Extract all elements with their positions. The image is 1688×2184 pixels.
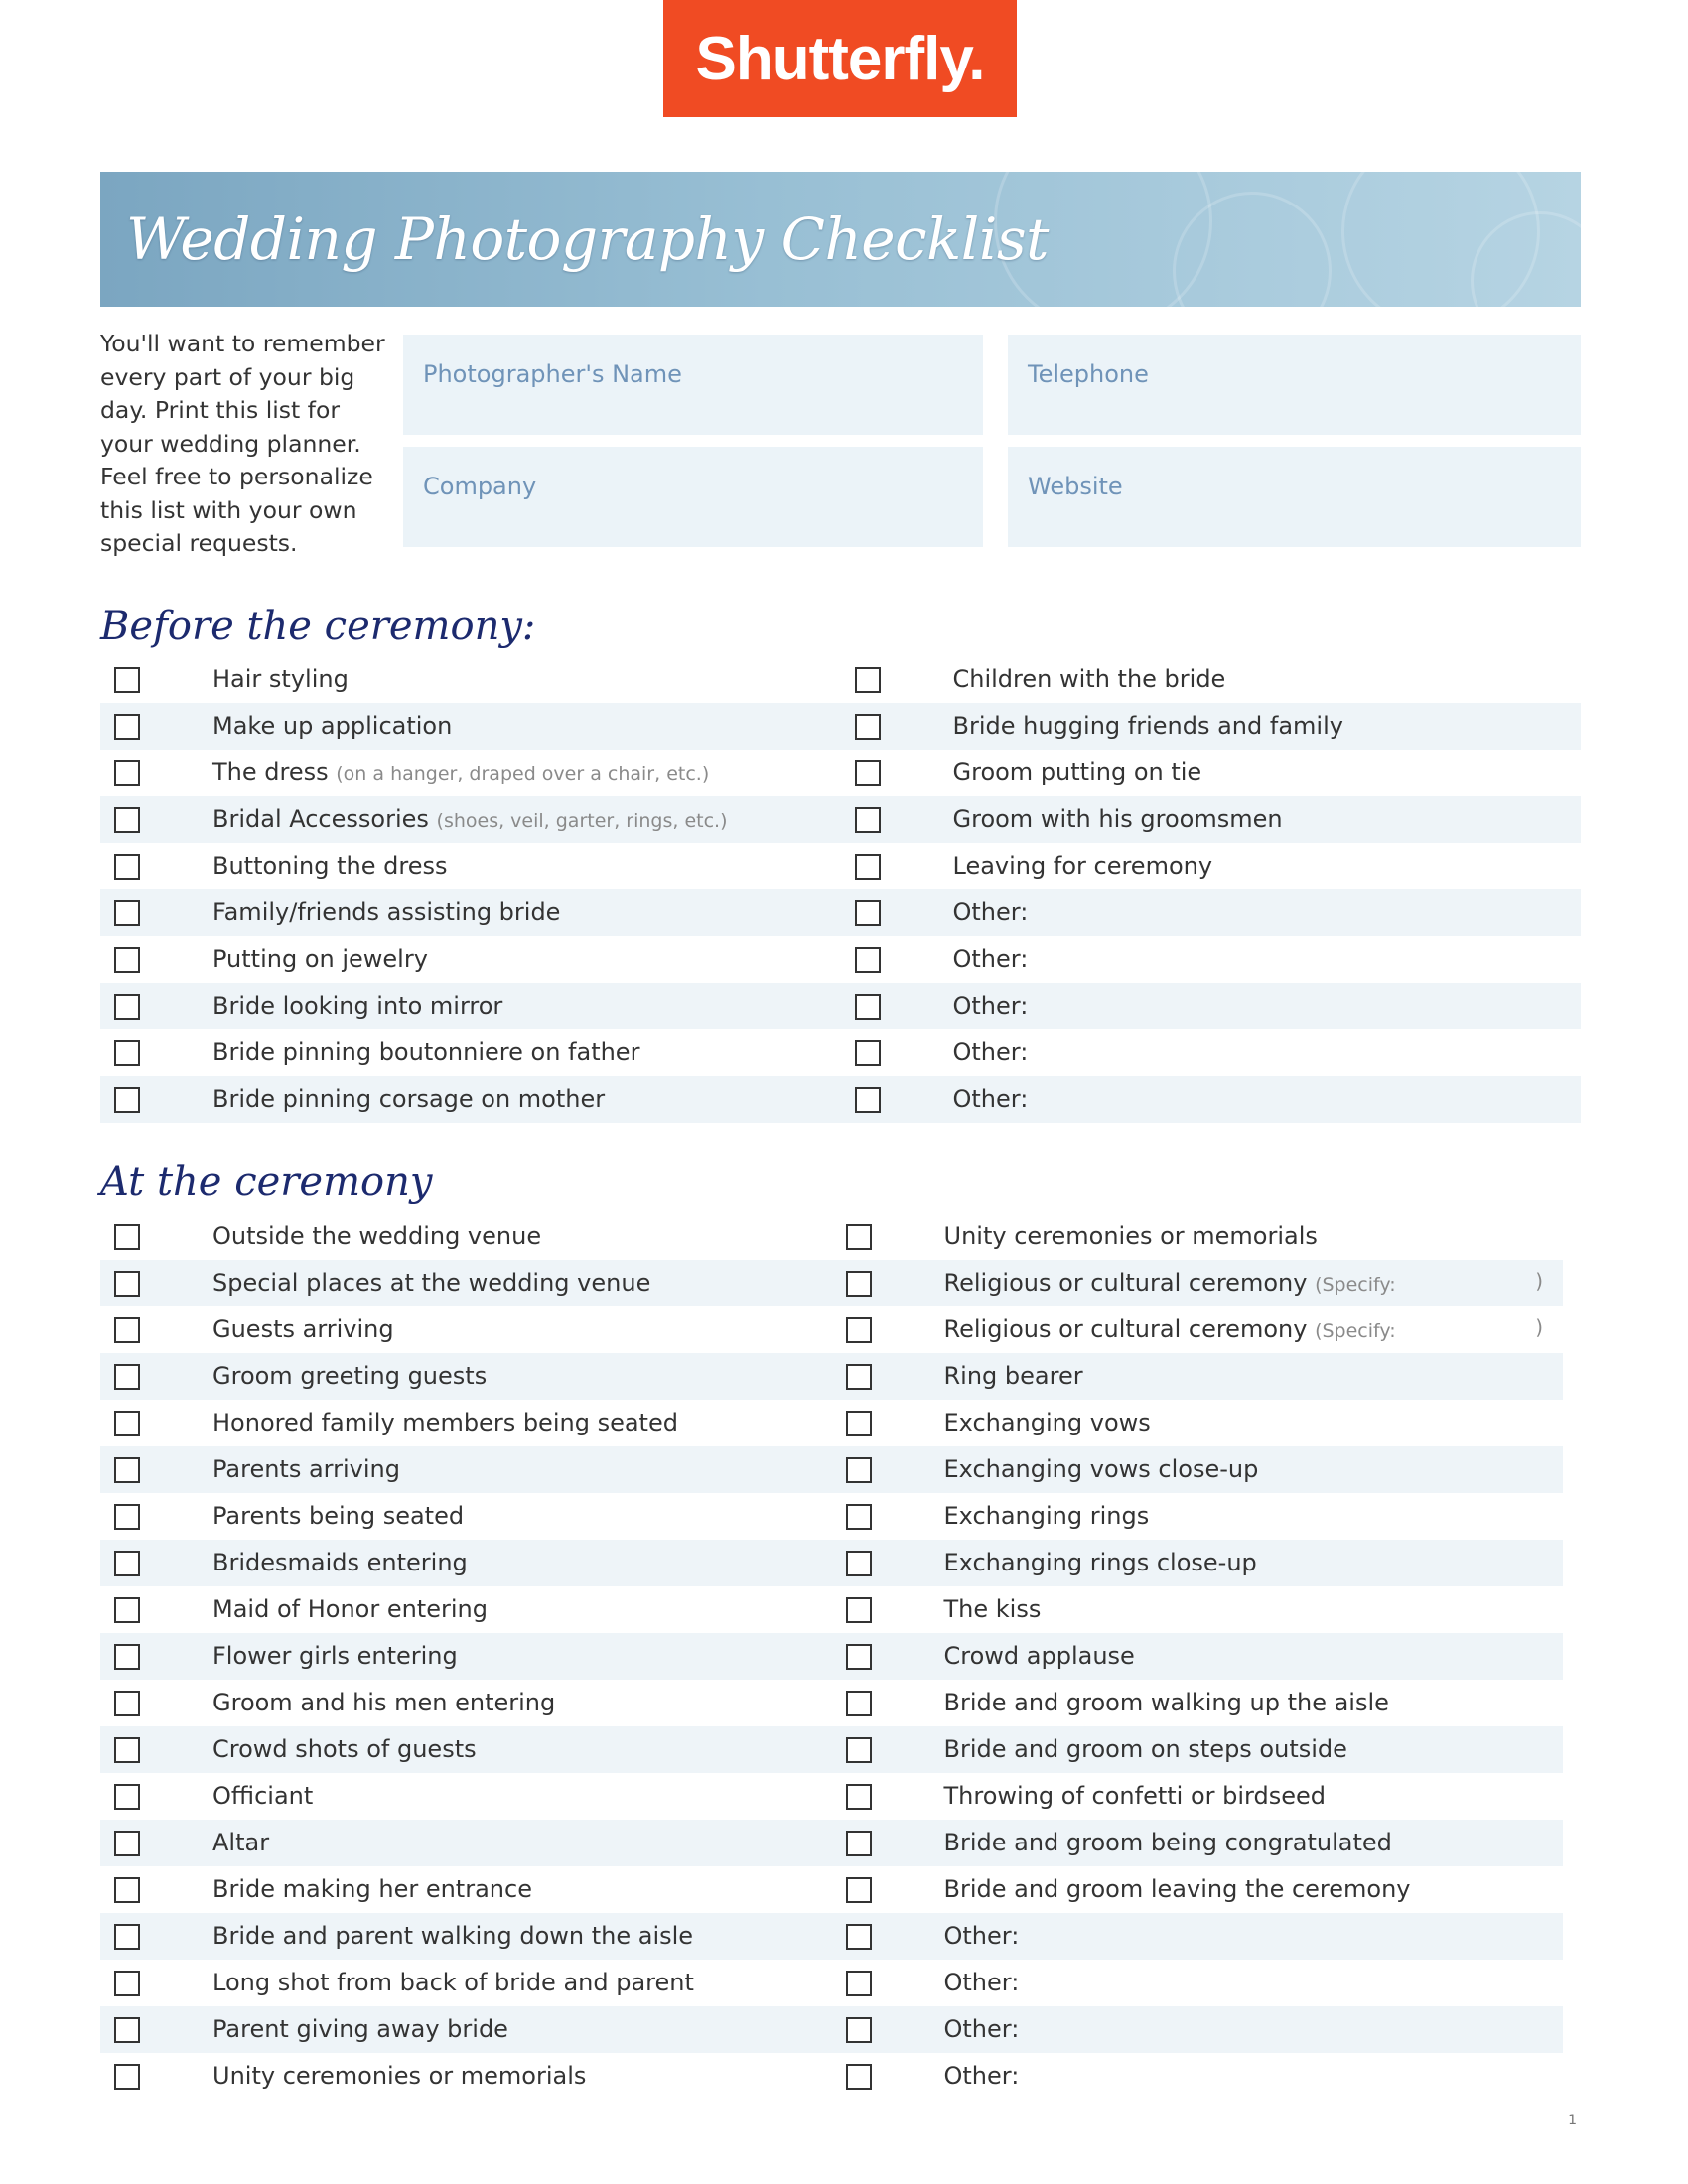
checklist-item-label [944,1502,1150,1530]
checklist-item-label [212,1222,541,1250]
checkbox[interactable] [114,1224,140,1250]
checklist-item[interactable] [100,1586,832,1633]
checklist-row [100,1076,1581,1123]
checkbox[interactable] [114,760,140,786]
checklist-item-label [944,1735,1347,1763]
checklist-item-label [212,1269,650,1297]
checklist-item-label [944,1782,1326,1810]
checklist-item-label [212,2015,508,2043]
checklist-item-label [212,1595,488,1623]
item-text: Other: [952,992,1029,1020]
checkbox[interactable] [855,900,881,926]
checklist-item-label [212,1642,458,1670]
checklist-item-label [953,945,1029,973]
checklist-item-label [212,1969,694,1996]
checklist-item[interactable] [832,1633,1564,1680]
checkbox[interactable] [855,714,881,740]
checklist-item-label [944,1642,1135,1670]
checklist-row [100,750,1581,796]
checklist-item-label [212,2062,586,2090]
checkbox[interactable] [114,1784,140,1810]
item-text: Bride making her entrance [212,1875,532,1903]
checklist-item[interactable] [832,1913,1564,1960]
checklist-item-label [212,1038,639,1066]
checklist-item-label [944,1269,1396,1297]
checkbox[interactable] [846,1691,872,1716]
checklist-item[interactable] [100,1820,832,1866]
checkbox[interactable] [114,1087,140,1113]
item-text: Bride and groom leaving the ceremony [943,1875,1411,1903]
checkbox[interactable] [855,760,881,786]
checklist-item[interactable] [100,656,841,703]
checklist-row [100,1493,1563,1540]
page-number: 1 [1568,2113,1577,2128]
checklist-item[interactable] [100,1960,832,2006]
checklist-row [100,1586,1563,1633]
checkbox[interactable] [846,1644,872,1670]
checklist-item[interactable] [100,2006,832,2053]
checklist-item-label [953,665,1226,693]
checkbox[interactable] [855,1087,881,1113]
section-title-at-ceremony: At the ceremony [100,1160,433,1205]
checklist-item-label [944,1689,1389,1716]
checklist-row [100,1773,1563,1820]
checkbox[interactable] [114,667,140,693]
checkbox[interactable] [114,1831,140,1856]
checkbox[interactable] [114,1737,140,1763]
checkbox[interactable] [114,947,140,973]
checklist-item-label [944,1595,1042,1623]
checklist-row [100,1913,1563,1960]
item-text: Other: [943,1922,1020,1950]
checklist-item[interactable] [832,1960,1564,2006]
checklist-row [100,2006,1563,2053]
checklist-item[interactable] [100,1260,832,1306]
section-title-before-ceremony: Before the ceremony: [100,604,536,649]
checklist-row [100,1446,1563,1493]
checklist-item[interactable] [100,889,841,936]
item-text: Crowd applause [943,1642,1135,1670]
item-text: Children with the bride [952,665,1226,693]
checklist-item[interactable] [100,1029,841,1076]
item-text: Bride pinning corsage on mother [212,1085,606,1113]
item-text: Guests arriving [212,1315,394,1343]
checkbox[interactable] [114,1924,140,1950]
checklist-item[interactable] [100,750,841,796]
checklist-item-label [944,1922,1020,1950]
checkbox[interactable] [114,807,140,833]
checklist-item-label [212,758,709,786]
checklist-item[interactable] [100,1446,832,1493]
checklist-item[interactable] [100,1353,832,1400]
checklist-item-label [953,992,1029,1020]
photographer-name-label: Photographer's Name [423,360,682,388]
shutterfly-logo: Shutterfly. [663,0,1017,117]
checkbox[interactable] [846,1457,872,1483]
checkbox[interactable] [846,1317,872,1343]
checklist-item-label [212,1875,532,1903]
checklist-item[interactable] [100,1213,832,1260]
item-text: Bridal Accessories [212,805,429,833]
item-text: Make up application [212,712,453,740]
checkbox[interactable] [846,2017,872,2043]
checklist-item[interactable] [100,1076,841,1123]
checklist-item[interactable] [832,1400,1564,1446]
item-text: Throwing of confetti or birdseed [943,1782,1326,1810]
checklist-item[interactable] [100,936,841,983]
item-note: (Specify: [1315,1274,1396,1296]
checklist-item-label [953,712,1343,740]
item-text: Other: [943,2015,1020,2043]
checklist-item-label [212,1549,468,1576]
checkbox[interactable] [846,1224,872,1250]
item-text: The kiss [943,1595,1042,1623]
item-text: Exchanging vows close-up [943,1455,1259,1483]
checklist-item[interactable] [841,703,1582,750]
checkbox[interactable] [114,1040,140,1066]
item-text: Special places at the wedding venue [212,1269,651,1297]
checklist-item-label [212,1782,313,1810]
checklist-row [100,2053,1563,2100]
checklist-row [100,889,1581,936]
checklist-row [100,1540,1563,1586]
checklist-item-label [944,1875,1411,1903]
checklist-item-label [953,898,1029,926]
item-text: Exchanging rings close-up [943,1549,1257,1576]
item-text: Other: [952,1038,1029,1066]
checkbox[interactable] [846,1737,872,1763]
before-ceremony-checklist [100,656,1581,1123]
item-text: Other: [943,1969,1020,1996]
item-text: Long shot from back of bride and parent [212,1969,694,1996]
checklist-item-label [944,1549,1257,1576]
checkbox[interactable] [114,1877,140,1903]
checklist-row [100,843,1581,889]
checklist-item[interactable] [832,1866,1564,1913]
item-text: Crowd shots of guests [212,1735,477,1763]
checkbox[interactable] [114,1971,140,1996]
checklist-item[interactable] [841,936,1582,983]
page-title: Wedding Photography Checklist [126,205,1049,273]
checkbox[interactable] [114,1271,140,1297]
closing-paren: ) [1535,1269,1543,1293]
checklist-item[interactable] [100,1866,832,1913]
checklist-item[interactable] [832,1773,1564,1820]
checklist-item-label [212,1735,477,1763]
item-text: Bride and groom walking up the aisle [943,1689,1389,1716]
intro-text: You'll want to remember every part of your big day. Print this list for your wedding planner. Feel free to personalize this list with your own special requests. [100,330,385,557]
checklist-item[interactable] [100,1633,832,1680]
checkbox[interactable] [114,1691,140,1716]
checkbox[interactable] [114,1597,140,1623]
checklist-item-label [212,852,448,880]
checklist-item-label [212,805,728,833]
checklist-item[interactable] [100,796,841,843]
item-text: Hair styling [212,665,349,693]
checkbox[interactable] [114,1504,140,1530]
checklist-item[interactable] [100,2053,832,2100]
item-text: Parent giving away bride [212,2015,508,2043]
checklist-row [100,796,1581,843]
checklist-item-label [212,1315,394,1343]
item-text: Other: [952,945,1029,973]
item-text: Maid of Honor entering [212,1595,488,1623]
item-text: Exchanging rings [943,1502,1150,1530]
checklist-item-label [212,665,349,693]
checklist-item-label [212,1455,400,1483]
item-text: Ring bearer [943,1362,1083,1390]
checklist-row [100,1029,1581,1076]
telephone-label: Telephone [1028,360,1149,388]
checklist-item-label [944,1969,1020,1996]
website-field[interactable] [1008,447,1581,547]
item-note: (Specify: [1315,1320,1396,1342]
item-text: Leaving for ceremony [952,852,1213,880]
checklist-row [100,1633,1563,1680]
item-text: Unity ceremonies or memorials [212,2062,587,2090]
checklist-row [100,1726,1563,1773]
checklist-item[interactable] [100,703,841,750]
checklist-row [100,656,1581,703]
checklist-item[interactable] [832,1586,1564,1633]
item-text: Groom putting on tie [952,758,1202,786]
at-ceremony-checklist [100,1213,1563,2100]
checklist-item-label [212,1502,464,1530]
checklist-item[interactable] [841,889,1582,936]
checklist-item[interactable] [832,2053,1564,2100]
item-note: (on a hanger, draped over a chair, etc.) [336,763,710,785]
checklist-item-label [953,1085,1029,1113]
checklist-item-label [944,2062,1020,2090]
item-text: Religious or cultural ceremony [943,1269,1308,1297]
checkbox[interactable] [855,1040,881,1066]
item-text: The dress [212,758,329,786]
checklist-item-label [212,945,428,973]
checklist-item[interactable] [832,2006,1564,2053]
checklist-item-label [944,1222,1318,1250]
checklist-item[interactable] [841,983,1582,1029]
checklist-row [100,936,1581,983]
item-text: Altar [212,1829,270,1856]
checklist-item-label [212,1362,487,1390]
checklist-item-label [953,758,1202,786]
checklist-item-label [212,1085,605,1113]
checklist-item[interactable] [832,1213,1564,1260]
checkbox[interactable] [846,1364,872,1390]
checkbox[interactable] [114,854,140,880]
checklist-row [100,1353,1563,1400]
item-text: Bride looking into mirror [212,992,503,1020]
checkbox[interactable] [855,994,881,1020]
checklist-item-label [953,1038,1029,1066]
company-label: Company [423,473,537,500]
checkbox[interactable] [114,900,140,926]
checklist-item[interactable] [841,1076,1582,1123]
title-banner [100,172,1581,307]
checklist-item-label [212,1409,678,1436]
checklist-item-label [953,852,1213,880]
checklist-item[interactable] [841,656,1582,703]
item-text: Exchanging vows [943,1409,1151,1436]
item-text: Bride and groom being congratulated [943,1829,1392,1856]
checkbox[interactable] [846,1551,872,1576]
checklist-row [100,1306,1563,1353]
checklist-item[interactable] [832,1493,1564,1540]
checklist-row [100,1260,1563,1306]
checklist-item[interactable] [841,796,1582,843]
item-text: Groom and his men entering [212,1689,556,1716]
checklist-item[interactable] [832,1306,1564,1353]
item-text: Other: [943,2062,1020,2090]
item-text: Honored family members being seated [212,1409,678,1436]
checkbox[interactable] [855,854,881,880]
checklist-item-label [212,992,502,1020]
checkbox[interactable] [114,1364,140,1390]
checklist-item[interactable] [100,983,841,1029]
item-text: Officiant [212,1782,314,1810]
checkbox[interactable] [846,2064,872,2090]
checklist-item[interactable] [100,1913,832,1960]
checklist-item[interactable] [832,1820,1564,1866]
item-text: Family/friends assisting bride [212,898,561,926]
checklist-item[interactable] [100,1540,832,1586]
checkbox[interactable] [114,1457,140,1483]
item-text: Flower girls entering [212,1642,458,1670]
checkbox[interactable] [114,714,140,740]
closing-paren: ) [1535,1315,1543,1339]
item-text: Groom with his groomsmen [952,805,1283,833]
checklist-item[interactable] [100,1773,832,1820]
item-text: Outside the wedding venue [212,1222,542,1250]
item-note: (shoes, veil, garter, rings, etc.) [436,810,728,832]
item-text: Bride hugging friends and family [952,712,1343,740]
checklist-item-label [944,1315,1396,1343]
checklist-item-label [212,1829,269,1856]
checklist-row [100,1400,1563,1446]
checklist-row [100,1213,1563,1260]
photographer-name-field[interactable] [403,335,983,435]
checklist-item-label [944,1829,1392,1856]
checklist-item[interactable] [100,1306,832,1353]
checklist-item[interactable] [832,1680,1564,1726]
telephone-field[interactable] [1008,335,1581,435]
checkbox[interactable] [114,2064,140,2090]
checkbox[interactable] [846,1597,872,1623]
checklist-item[interactable] [841,843,1582,889]
checklist-row [100,1960,1563,2006]
checklist-item[interactable] [100,1726,832,1773]
checkbox[interactable] [114,994,140,1020]
checklist-item-label [212,898,560,926]
checkbox[interactable] [846,1971,872,1996]
checklist-item[interactable] [832,1353,1564,1400]
item-text: Putting on jewelry [212,945,428,973]
checklist-item[interactable] [832,1726,1564,1773]
checklist-item-label [944,1409,1151,1436]
checklist-row [100,1866,1563,1913]
checkbox[interactable] [846,1877,872,1903]
item-text: Unity ceremonies or memorials [943,1222,1318,1250]
checkbox[interactable] [846,1411,872,1436]
checkbox[interactable] [846,1831,872,1856]
website-label: Website [1028,473,1123,500]
checklist-row [100,983,1581,1029]
checklist-item[interactable] [100,1680,832,1726]
checkbox[interactable] [114,1644,140,1670]
checklist-item[interactable] [100,1493,832,1540]
item-text: Bride and groom on steps outside [943,1735,1347,1763]
company-field[interactable] [403,447,983,547]
item-text: Bride pinning boutonniere on father [212,1038,640,1066]
checklist-row [100,703,1581,750]
checklist-item[interactable] [841,1029,1582,1076]
item-text: Bridesmaids entering [212,1549,468,1576]
checklist-item-label [944,2015,1020,2043]
checklist-item[interactable] [100,1400,832,1446]
checklist-item[interactable] [832,1260,1564,1306]
checklist-item[interactable] [832,1446,1564,1493]
checklist-item-label [944,1455,1259,1483]
item-text: Religious or cultural ceremony [943,1315,1308,1343]
checkbox[interactable] [846,1271,872,1297]
checkbox[interactable] [846,1924,872,1950]
checkbox[interactable] [855,667,881,693]
item-text: Buttoning the dress [212,852,448,880]
checklist-item[interactable] [832,1540,1564,1586]
checklist-item[interactable] [841,750,1582,796]
item-text: Groom greeting guests [212,1362,488,1390]
checkbox[interactable] [114,1411,140,1436]
checklist-row [100,1820,1563,1866]
checklist-row [100,1680,1563,1726]
item-text: Parents being seated [212,1502,465,1530]
checkbox[interactable] [855,947,881,973]
checklist-item-label [953,805,1283,833]
checklist-item[interactable] [100,843,841,889]
checklist-item-label [212,1922,693,1950]
item-text: Parents arriving [212,1455,400,1483]
checklist-item-label [212,712,452,740]
checkbox[interactable] [114,2017,140,2043]
checklist-item-label [944,1362,1083,1390]
item-text: Bride and parent walking down the aisle [212,1922,694,1950]
checkbox[interactable] [114,1551,140,1576]
checkbox[interactable] [114,1317,140,1343]
checkbox[interactable] [846,1784,872,1810]
checkbox[interactable] [846,1504,872,1530]
item-text: Other: [952,1085,1029,1113]
checklist-item-label [212,1689,555,1716]
checkbox[interactable] [855,807,881,833]
item-text: Other: [952,898,1029,926]
